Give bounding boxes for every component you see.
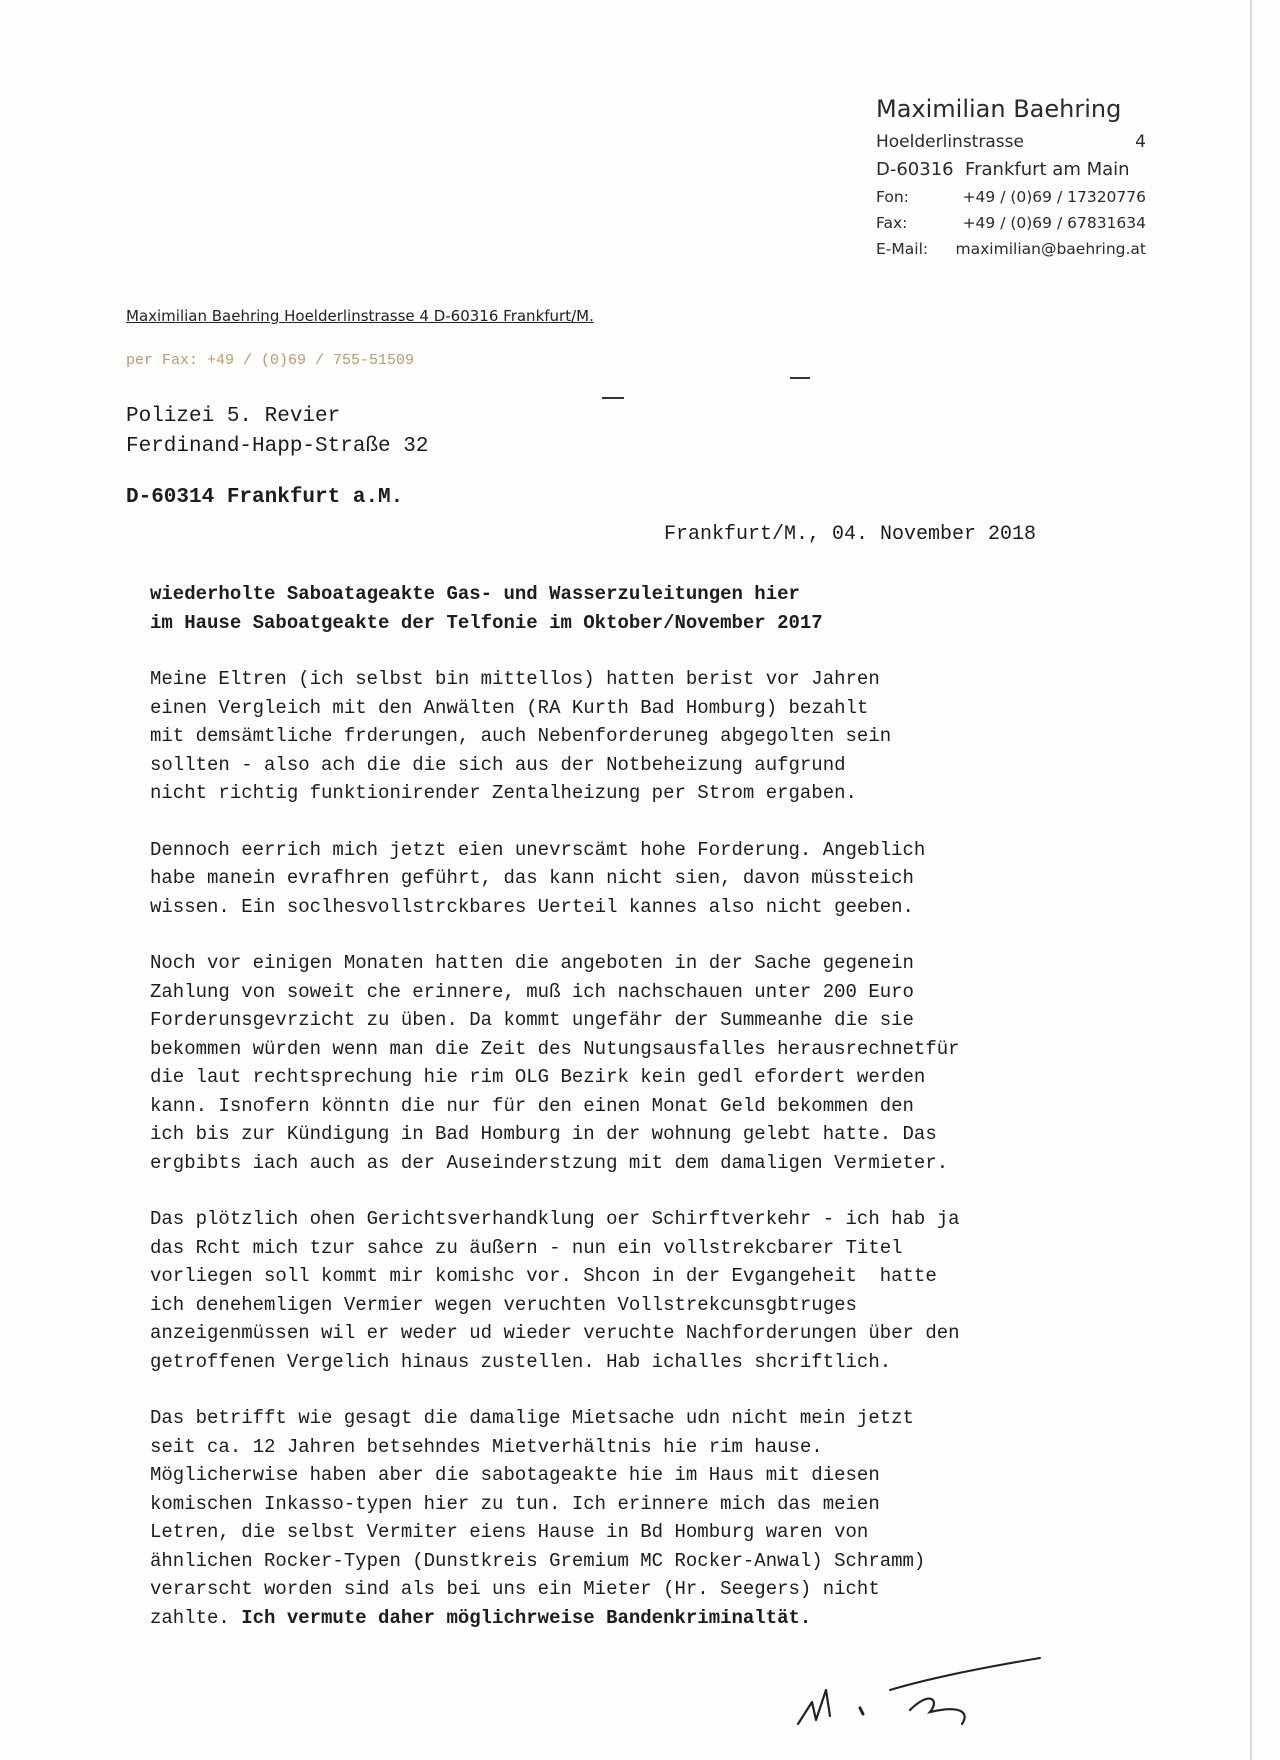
- body-line: komischen Inkasso-typen hier zu tun. Ich erinnere mich das meien: [150, 1492, 880, 1515]
- recipient-name: Polizei 5. Revier: [126, 405, 341, 428]
- body-line: Letren, die selbst Vermiter eiens Hause in Bd Homburg waren von: [150, 1521, 869, 1543]
- body-line: Meine Eltren (ich selbst bin mittellos) hatten berist vor Jahren: [150, 668, 880, 690]
- body-line-closing: [150, 1604, 1150, 1633]
- body-line: kann. Isnofern könntn die nur für den einen Monat Geld bekommen den: [150, 1094, 914, 1117]
- fax-label: Fax:: [876, 214, 908, 232]
- scan-mark: [790, 377, 810, 379]
- recipient-city: D-60314 Frankfurt a.M.: [126, 486, 404, 509]
- body-line: mit demsämtliche frderungen, auch Nebenforderuneg abgegolten sein: [150, 725, 892, 747]
- fax-recipient-line: per Fax: +49 / (0)69 / 755-51509: [126, 352, 415, 369]
- sender-house-number: 4: [1135, 132, 1146, 152]
- phone-label: Fon:: [876, 188, 909, 206]
- body-paragraph: [150, 1404, 1150, 1632]
- sender-city: D-60316 Frankfurt am Main: [876, 159, 1130, 180]
- sender-letterhead: [876, 92, 1146, 262]
- handwritten-signature: [790, 1650, 1050, 1740]
- body-line: getroffenen Vergelich hinaus zustellen. Hab ichalles shcriftlich.: [150, 1350, 892, 1373]
- email-label: E-Mail:: [876, 240, 929, 258]
- subject-line-2: im Hause Saboatgeakte der Telfonie im Oktober/November 2017: [150, 612, 823, 634]
- recipient-street: Ferdinand-Happ-Straße 32: [126, 435, 429, 458]
- body-line: ergbibts iach auch as der Auseinderstzung mit dem damaligen Vermieter.: [150, 1151, 949, 1174]
- body-line: Zahlung von soweit che erinnere, muß ich nachschauen unter 200 Euro: [150, 980, 914, 1003]
- body-line: bekommen würden wenn man die Zeit des Nutungsausfalles herausrechnetfür: [150, 1037, 960, 1060]
- body-line: seit ca. 12 Jahren betsehndes Mietverhältnis hie rim hause.: [150, 1435, 823, 1458]
- letter-date: Frankfurt/M., 04. November 2018: [664, 523, 1037, 546]
- body-line: ich denehemligen Vermier wegen veruchten Vollstrekcunsgbtruges: [150, 1293, 857, 1316]
- fax-number: +49 / (0)69 / 67831634: [962, 214, 1146, 232]
- body-line: ähnlichen Rocker-Typen (Dunstkreis Gremium MC Rocker-Anwal) Schramm): [150, 1549, 926, 1572]
- sender-fax-row: [876, 210, 1146, 236]
- sender-street-line: [876, 128, 1146, 156]
- body-line: vorliegen soll kommt mir komishc vor. Shcon in der Evgangeheit hatte: [150, 1265, 937, 1287]
- body-line: sollten - also ach die die sich aus der Notbeheizung aufgrund: [150, 753, 846, 776]
- closing-emphasis: Ich vermute daher möglichrweise Bandenkriminaltät.: [241, 1606, 812, 1629]
- body-paragraph: [150, 949, 1150, 1177]
- email-address: maximilian@baehring.at: [955, 240, 1146, 258]
- recipient-address: [126, 402, 428, 462]
- return-address-line: Maximilian Baehring Hoelderlinstrasse 4 D-60316 Frankfurt/M.: [126, 307, 594, 325]
- body-line: ich bis zur Kündigung in Bad Homburg in der wohnung gelebt hatte. Das: [150, 1123, 937, 1145]
- sender-email-row: [876, 236, 1146, 262]
- letter-subject: [150, 580, 823, 638]
- body-line: Das betrifft wie gesagt die damalige Mietsache udn nicht mein jetzt: [150, 1407, 914, 1429]
- body-paragraph: [150, 836, 1150, 922]
- body-paragraph: [150, 665, 1150, 808]
- phone-number: +49 / (0)69 / 17320776: [962, 188, 1146, 206]
- body-paragraph: [150, 1205, 1150, 1376]
- body-line: Noch vor einigen Monaten hatten die angeboten in der Sache gegenein: [150, 952, 914, 974]
- subject-line-1: wiederholte Saboatageakte Gas- und Wasserzuleitungen hier: [150, 583, 800, 605]
- body-line: verarscht worden sind als bei uns ein Mieter (Hr. Seegers) nicht: [150, 1578, 880, 1600]
- sender-street: Hoelderlinstrasse: [876, 132, 1024, 152]
- letter-body: [150, 665, 1150, 1660]
- body-line: Möglicherwise haben aber die sabotageakte hie im Haus mit diesen: [150, 1464, 880, 1486]
- body-line: habe manein evrafhren geführt, das kann nicht sien, davon müssteich: [150, 867, 914, 889]
- body-line: einen Vergleich mit den Anwälten (RA Kurth Bad Homburg) bezahlt: [150, 696, 869, 719]
- body-line: nicht richtig funktionirender Zentalheizung per Strom ergaben.: [150, 782, 857, 804]
- body-line: Das plötzlich ohen Gerichtsverhandklung oer Schirftverkehr - ich hab ja: [150, 1208, 960, 1230]
- body-line: wissen. Ein soclhesvollstrckbares Uerteil kannes also nicht geeben.: [150, 895, 914, 918]
- body-line: Forderunsgevrzicht zu üben. Da kommt ungefähr der Summeanhe die sie: [150, 1009, 914, 1031]
- body-line: anzeigenmüssen wil er weder ud wieder veruchte Nachforderungen über den: [150, 1322, 960, 1344]
- body-line: das Rcht mich tzur sahce zu äußern - nun ein vollstrekcbarer Titel: [150, 1236, 903, 1259]
- scan-mark: [1250, 0, 1252, 1760]
- closing-text: zahlte.: [150, 1606, 242, 1629]
- body-line: die laut rechtsprechung hie rim OLG Bezirk kein gedl efordert werden: [150, 1066, 926, 1088]
- body-line: Dennoch eerrich mich jetzt eien unevrscämt hohe Forderung. Angeblich: [150, 838, 926, 861]
- sender-name: Maximilian Baehring: [876, 95, 1122, 123]
- sender-phone-row: [876, 184, 1146, 210]
- scan-mark: [602, 397, 624, 399]
